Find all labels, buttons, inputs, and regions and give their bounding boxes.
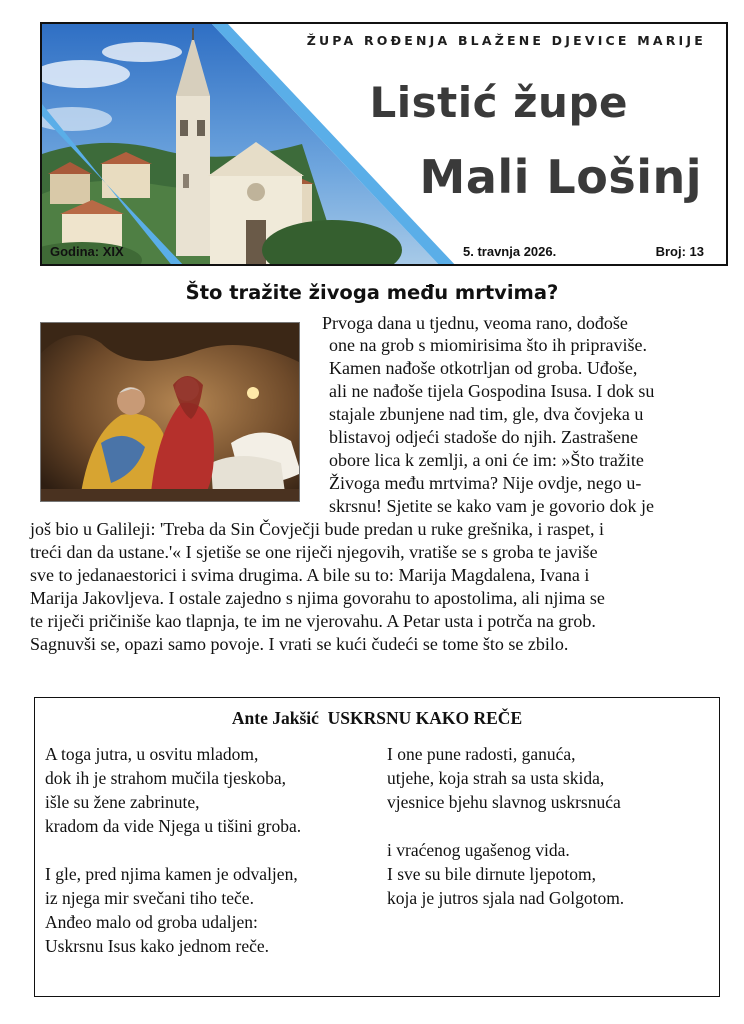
article-line: Sagnuvši se, opazi samo povoje. I vrati se kući čudeći se tome što se zbilo. <box>30 634 569 654</box>
article-line: blistavoj odjeći stadoše do njih. Zastrašene <box>329 427 638 447</box>
poem-line: A toga jutra, u osvitu mladom, <box>45 744 259 764</box>
poem-line: I sve su bile dirnute ljepotom, <box>387 864 596 884</box>
parish-name: ŽUPA ROĐENJA BLAŽENE DJEVICE MARIJE <box>306 33 706 48</box>
article-line: obore lica k zemlji, a oni će im: »Što tražite <box>329 450 644 470</box>
poem-line: kradom da vide Njega u tišini groba. <box>45 816 302 836</box>
poem-line: I gle, pred njima kamen je odvaljen, <box>45 864 298 884</box>
article-line: Živoga među mrtvima? Nije ovdje, nego u- <box>329 473 642 493</box>
article-line: Prvoga dana u tjednu, veoma rano, dođoše <box>322 313 628 333</box>
poem-line: išle su žene zabrinute, <box>45 792 200 812</box>
article-line: treći dan da ustane.'« I sjetiše se one riječi njegovih, vratiše se s groba te javiše <box>30 542 598 562</box>
poem-title: Ante Jakšić USKRSNU KAKO REČE <box>231 708 523 728</box>
article-line: one na grob s miomirisima što ih pripraviše. <box>329 335 647 355</box>
poem-line: Anđeo malo od groba udaljen: <box>45 912 258 932</box>
article-line: stajale zbunjene nad tim, gle, dva čovjeka u <box>329 404 644 424</box>
bulletin-title-line2: Mali Lošinj <box>419 150 702 204</box>
year-label: Godina: XIX <box>50 244 124 259</box>
article-line: Marija Jakovljeva. I ostale zajedno s njima govorahu to apostolima, ali njima se <box>30 588 605 608</box>
bulletin-title-line1: Listić župe <box>369 78 628 127</box>
article-line: sve to jedanaestorici i svima drugima. A bile su to: Marija Magdalena, Ivana i <box>30 565 590 585</box>
article-line: Kamen nađoše otkotrljan od groba. Uđoše, <box>329 358 638 378</box>
poem-line: i vraćenog ugašenog vida. <box>387 840 570 860</box>
article-line: ali ne nađoše tijela Gospodina Isusa. I dok su <box>329 381 655 401</box>
poem-line: koja je jutros sjala nad Golgotom. <box>387 888 625 908</box>
article-heading: Što tražite živoga među mrtvima? <box>185 281 559 304</box>
article-line: te riječi pričiniše kao tlapnja, te im ne vjerovahu. A Petar usta i potrča na grob. <box>30 611 596 631</box>
poem-line: Uskrsnu Isus kako jednom reče. <box>45 936 270 956</box>
poem-line: vjesnice bjehu slavnog uskrsnuća <box>387 792 621 812</box>
poem-line: utjehe, koja strah sa usta skida, <box>387 768 605 788</box>
poem-line: I one pune radosti, ganuća, <box>387 744 576 764</box>
poem-box <box>34 697 720 997</box>
poem-line: dok ih je strahom mučila tjeskoba, <box>45 768 287 788</box>
article-line: skrsnu! Sjetite se kako vam je govorio dok je <box>329 496 654 516</box>
issue-date: 5. travnja 2026. <box>463 244 557 259</box>
article-line: još bio u Galileji: 'Treba da Sin Čovječji bude predan u ruke grešnika, i raspet, i <box>30 519 604 539</box>
issue-number: Broj: 13 <box>655 244 704 259</box>
poem-line: iz njega mir svečani tiho teče. <box>45 888 254 908</box>
